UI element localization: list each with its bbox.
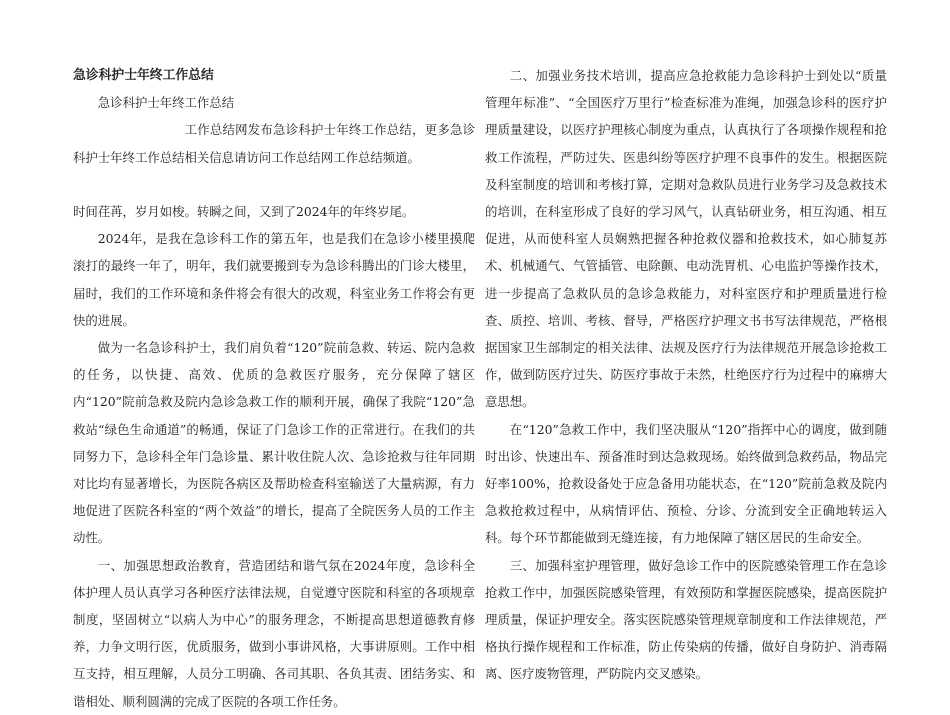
- paragraph-120-service: 在“120”急救工作中，我们坚决服从“120”指挥中心的调度，做到随时出诊、快速出车、预备准时到达急救现场。始终做到急救药品，物品完好率100%，抢救设备处于应急备用功能状态，在“120”院前急救及院内急救抢救过程中，从病情评估、预检、分诊、分流到安全正确地转运入科。每个环节都能做到无缝连接，有力地保障了辖区居民的生命安全。: [485, 421, 887, 546]
- right-column: [485, 62, 887, 688]
- paragraph-year: 2024年，是我在急诊科工作的第五年，也是我们在急诊小楼里摸爬滚打的最终一年了，明年，我们就要搬到专为急诊科腾出的门诊大楼里，届时，我们的工作环境和条件将会有很大的改观，科室业务工作将会有更快的进展。: [73, 231, 475, 328]
- publish-notice: 工作总结网发布急诊科护士年终工作总结，更多急诊科护士年终工作总结相关信息请访问工作总结网工作总结频道。: [73, 122, 475, 165]
- document-subtitle: 急诊科护士年终工作总结: [97, 95, 235, 111]
- paragraph-duty: 做为一名急诊科护士，我们肩负着“120”院前急救、转运、院内急救的任务，以快捷、高效、优质的急救医疗服务，充分保障了辖区内“120”院前急救及院内急诊急救工作的顺利开展，确保了我院“120”急救站“绿色生命通道”的畅通，保证了门急诊工作的正常进行。在我们的共同努力下，急诊科全年门急诊量、累计收住院人次、急诊抢救与往年同期对比均有显著增长，为医院各病区及帮助检查科室输送了大量病源，有力地促进了医院各科室的“两个效益”的增长，提高了全院医务人员的工作主动性。: [73, 340, 475, 546]
- paragraph-section-two: 二、加强业务技术培训，提高应急抢救能力急诊科护士到处以“质量管理年标准”、“全国医疗万里行”检查标准为准绳，加强急诊科的医疗护理质量建设，以医疗护理核心制度为重点，认真执行了各项操作规程和抢救工作流程，严防过失、医患纠纷等医疗护理不良事件的发生。根据医院及科室制度的培训和考核打算，定期对急救队员进行业务学习及急救技术的培训，在科室形成了良好的学习风气，认真钻研业务，相互沟通、相互促进，从而使科室人员娴熟把握各种抢救仪器和抢救技术，如心肺复苏术、机械通气、气管插管、电除颤、电动洗胃机、心电监护等操作技术，进一步提高了急救队员的急诊急救能力，对科室医疗和护理质量进行检查、质控、培训、考核、督导，严格医疗护理文书书写法律规范，严格根据国家卫生部制定的相关法律、法规及医疗行为法律规范开展急诊抢救工作，做到防医疗过失、防医疗事故于未然，杜绝医疗行为过程中的麻痹大意思想。: [485, 68, 887, 410]
- paragraph-section-one: 一、加强思想政治教育，营造团结和谐气氛在2024年度，急诊科全体护理人员认真学习各种医疗法律法规，自觉遵守医院和科室的各项规章制度，坚固树立“以病人为中心”的服务理念，不断提高思想道德教育修养，力争文明行医，优质服务，做到小事讲风格，大事讲原则。工作中相互支持，相互理解，人员分工明确、各司其职、各负其责、团结务实、和谐相处、顺利圆满的完成了医院的各项工作任务。: [73, 557, 475, 709]
- paragraph-section-three: 三、加强科室护理管理，做好急诊工作中的医院感染管理工作在急诊抢救工作中，加强医院感染管理，有效预防和掌握医院感染，提高医院护理质量，保证护理安全。落实医院感染管理规章制度和工作法律规范，严格执行操作规程和工作标准，防止传染病的传播，做好自身防护、消毒隔离、医疗废物管理，严防院内交叉感染。: [485, 557, 887, 682]
- paragraph-intro: 时间荏苒，岁月如梭。转瞬之间，又到了2024年的年终岁尾。: [73, 204, 415, 219]
- document-title: 急诊科护士年终工作总结: [73, 68, 214, 83]
- left-column: [73, 62, 475, 715]
- blank-line: [73, 171, 475, 198]
